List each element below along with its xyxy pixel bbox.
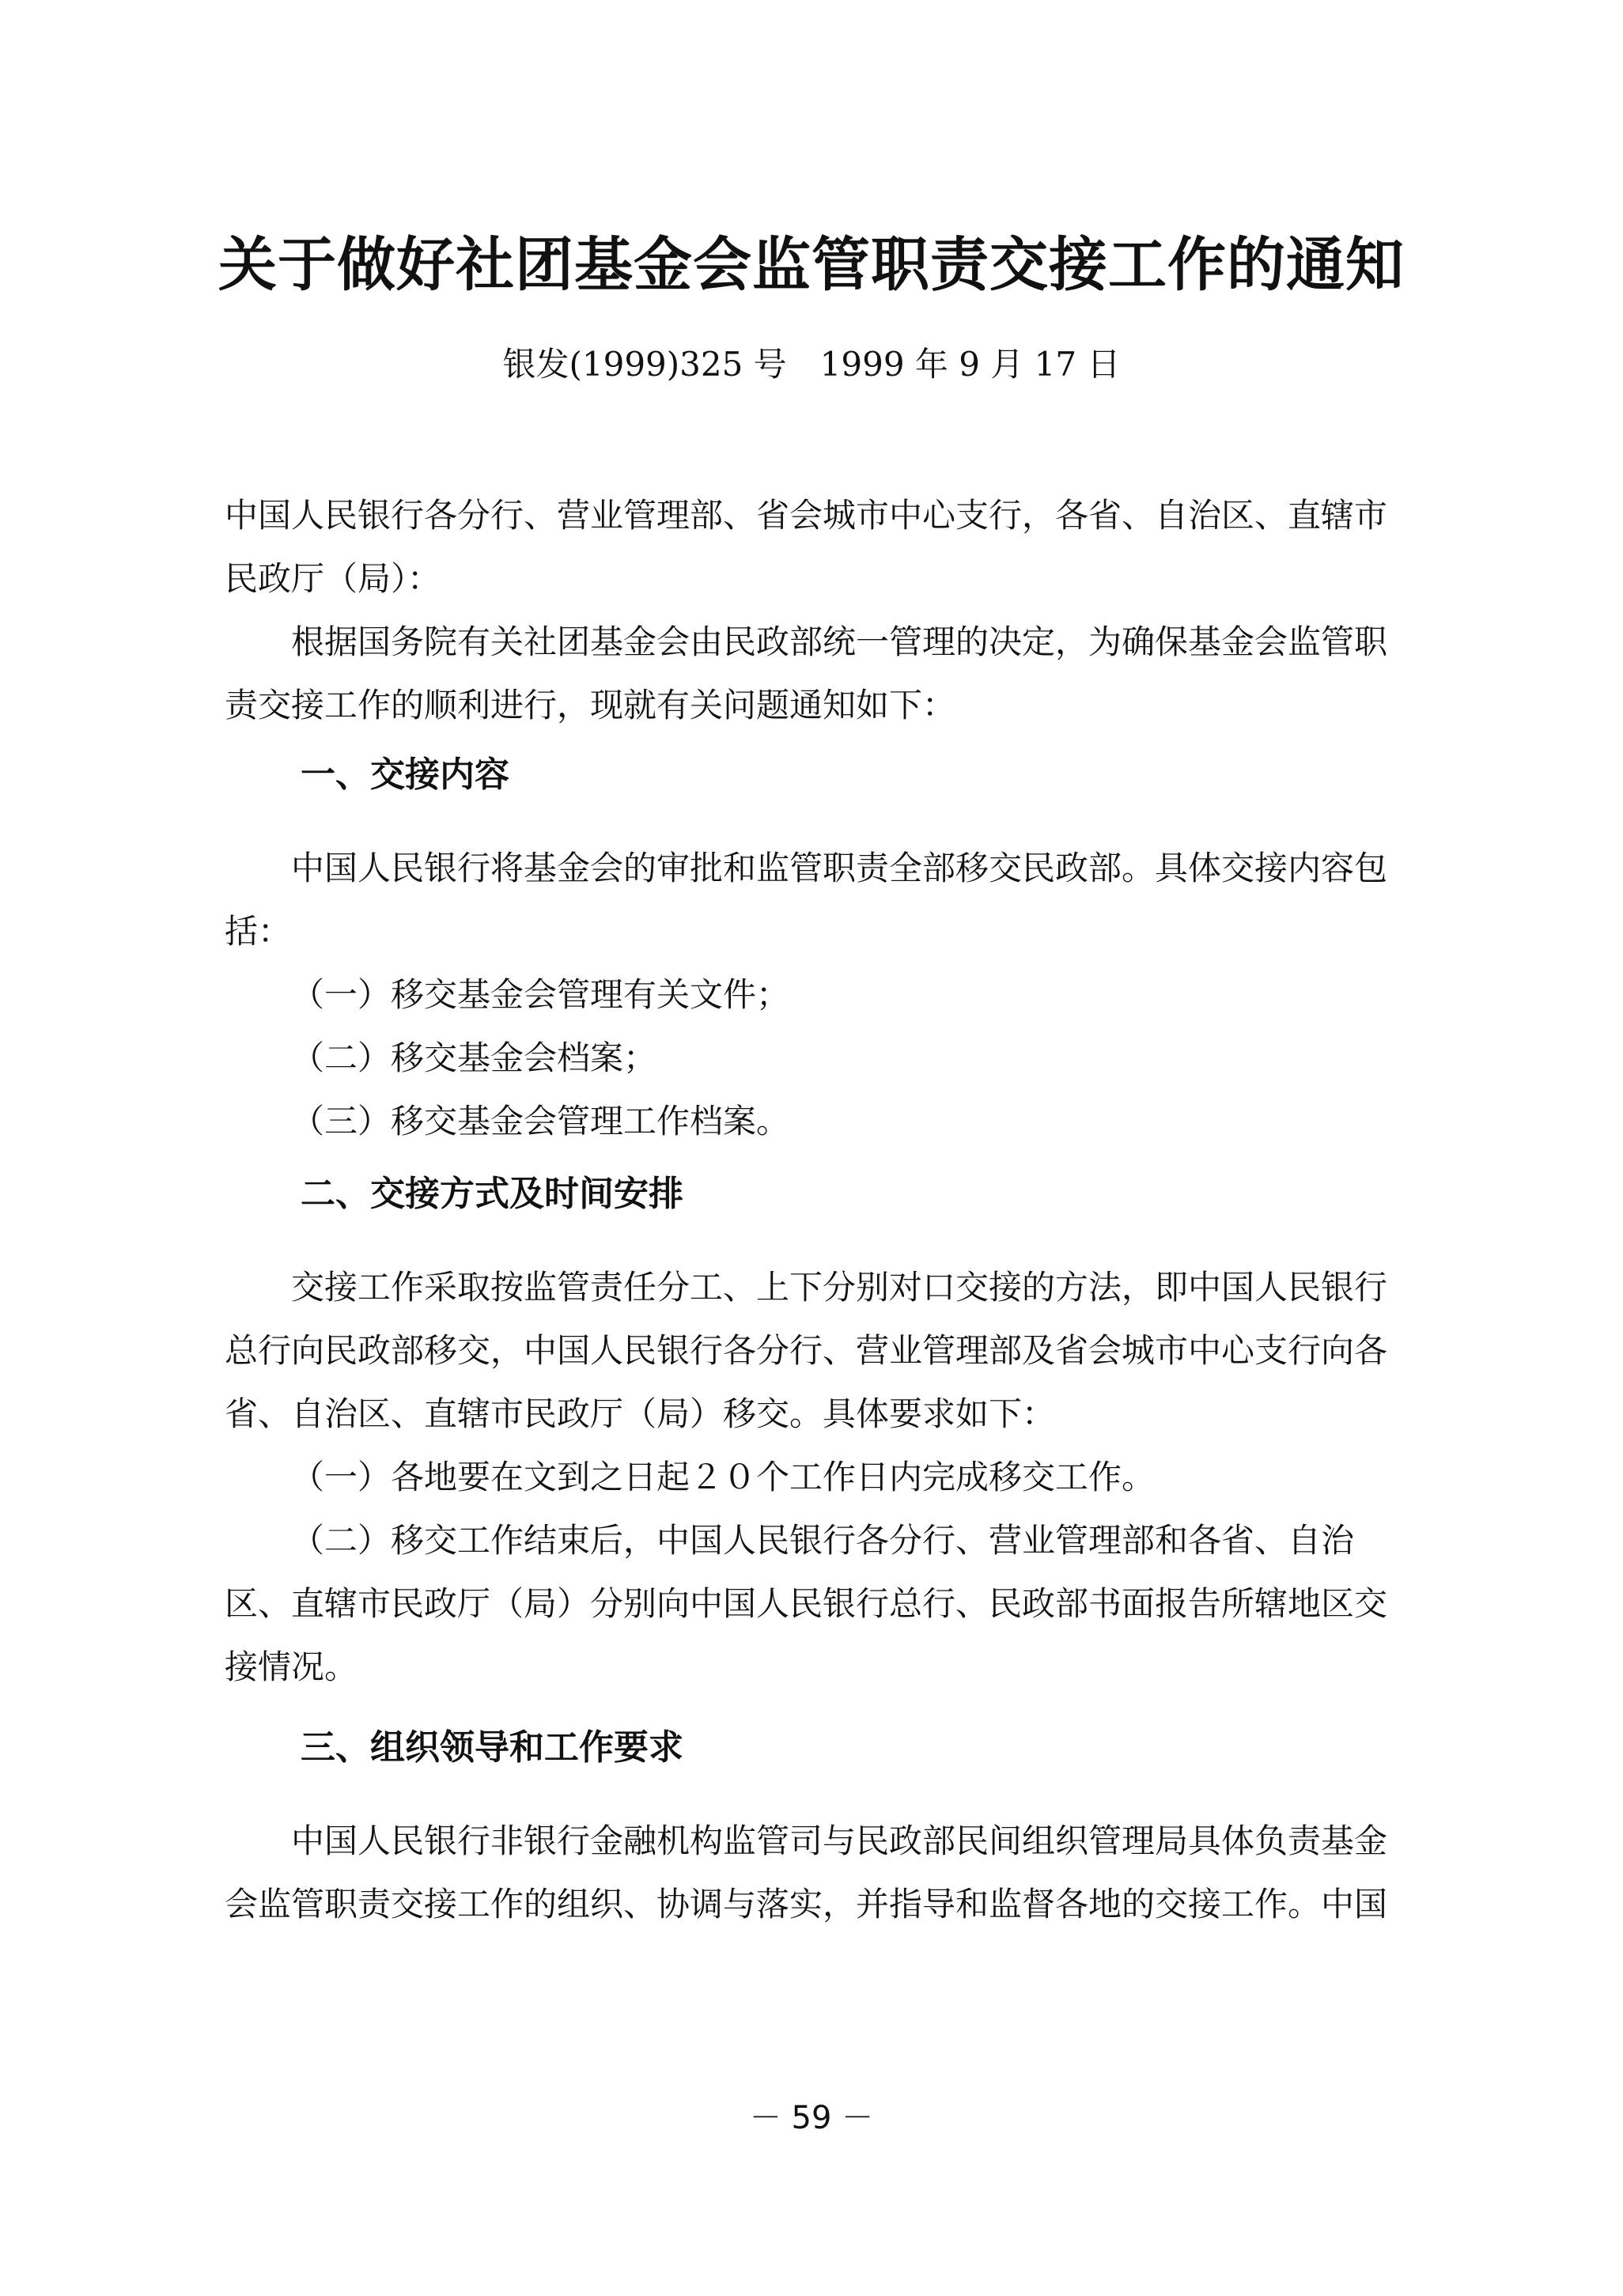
section-2-heading: 二、交接方式及时间安排 xyxy=(301,1174,683,1214)
document-title: 关于做好社团基金会监管职责交接工作的通知 xyxy=(218,231,1405,299)
section-3-heading: 三、组织领导和工作要求 xyxy=(301,1727,683,1768)
section-1-item-2: （二）移交基金会档案； xyxy=(291,1038,657,1077)
intro-paragraph: 根据国务院有关社团基金会由民政部统一管理的决定，为确保基金会监管职责交接工作的顺利进行，现就有关问题通知如下： xyxy=(225,622,1388,724)
section-1-item-1: （一）移交基金会管理有关文件； xyxy=(291,975,790,1014)
section-2-item-2: （二）移交工作结束后，中国人民银行各分行、营业管理部和各省、自治区、直辖市民政厅（局）分别向中国人民银行总行、民政部书面报告所辖地区交接情况。 xyxy=(225,1521,1388,1686)
section-3-body: 中国人民银行非银行金融机构监管司与民政部民间组织管理局具体负责基金会监管职责交接工作的组织、协调与落实，并指导和监督各地的交接工作。中国 xyxy=(225,1821,1388,1923)
section-1-item-3: （三）移交基金会管理工作档案。 xyxy=(291,1102,790,1140)
section-2-body: 交接工作采取按监管责任分工、上下分别对口交接的方法，即中国人民银行总行向民政部移交，中国人民银行各分行、营业管理部及省会城市中心支行向各省、自治区、直辖市民政厅（局）移交。具体要求如下： xyxy=(225,1268,1388,1433)
section-1-body: 中国人民银行将基金会的审批和监管职责全部移交民政部。具体交接内容包括： xyxy=(225,849,1388,951)
section-2-item-1: （一）各地要在文到之日起２０个工作日内完成移交工作。 xyxy=(291,1458,1156,1496)
document-body xyxy=(225,484,1398,1936)
salutation: 中国人民银行各分行、营业管理部、省会城市中心支行，各省、自治区、直辖市民政厅（局）： xyxy=(225,496,1388,598)
document-number-date: 银发(1999)325 号 1999 年 9 月 17 日 xyxy=(502,345,1121,384)
section-1-heading: 一、交接内容 xyxy=(301,755,509,795)
page-number: － 59 － xyxy=(749,2100,874,2136)
